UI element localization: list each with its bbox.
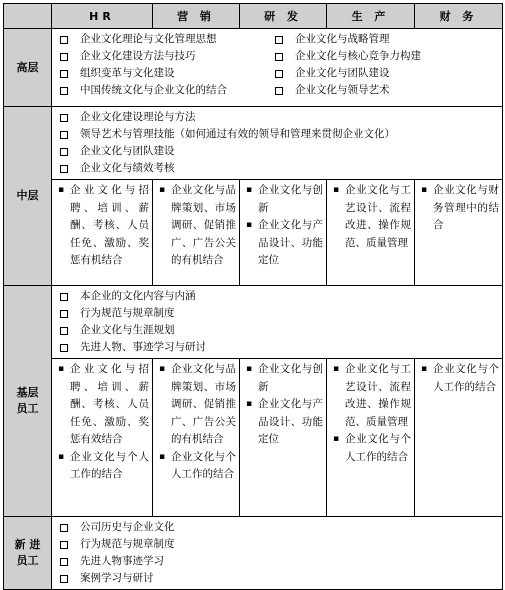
- list-item: ▪ 企业文化与品牌策划、市场调研、促销推广、广告公关的有机结合: [157, 182, 236, 270]
- staff-finance-cell: [415, 359, 503, 517]
- staff-hr-cell: [52, 359, 153, 517]
- middle-rd-cell: [240, 180, 327, 286]
- list-item: ▪ 企业文化与品牌策划、市场调研、促销推广、广告公关的有机结合: [157, 361, 236, 449]
- middle-marketing-cell: [153, 180, 240, 286]
- middle-hr-cell: [52, 180, 153, 286]
- list-item: 本企业的文化内容与内涵: [58, 288, 498, 305]
- list-item: 领导艺术与管理技能（如何通过有效的领导和管理来贯彻企业文化）: [58, 126, 498, 143]
- list-item: ▪ 企业文化与创新: [244, 361, 323, 396]
- staff-label: [4, 286, 52, 517]
- list-item: ▪ 企业文化与个人工作的结合: [56, 449, 149, 484]
- list-item: 行为规范与规章制度: [58, 536, 498, 553]
- header-hr: HR: [52, 4, 153, 29]
- list-item: ▪ 企业文化与财务管理中的结合: [419, 182, 499, 235]
- list-item: 先进人物、事迹学习与研讨: [58, 339, 498, 356]
- header-blank: [4, 4, 52, 29]
- list-item: ▪ 企业文化与创新: [244, 182, 323, 217]
- senior-label: 高层: [4, 29, 52, 107]
- middle-common-content: [52, 107, 503, 180]
- newcomer-label: [4, 517, 52, 590]
- senior-row: [4, 29, 503, 107]
- list-item: 组织变革与文化建设: [58, 65, 263, 82]
- list-item: ▪ 企业文化与工艺设计、流程改进、操作规范、质量管理: [331, 361, 411, 431]
- list-item: ▪ 企业文化与招聘、培训、薪酬、考核、人员任免、激励、奖惩有机结合: [56, 182, 149, 270]
- newcomer-row: [4, 517, 503, 590]
- middle-common-row: [4, 107, 503, 180]
- list-item: 企业文化与领导艺术: [273, 82, 421, 99]
- staff-label-line2: 员工: [16, 402, 39, 415]
- list-item: ▪ 企业文化与招聘、培训、薪酬、考核、人员任免、激励、奖惩有效结合: [56, 361, 149, 449]
- staff-label-line1: 基层: [16, 386, 39, 399]
- middle-production-cell: [327, 180, 415, 286]
- list-item: 企业文化与生涯规划: [58, 322, 498, 339]
- header-production: 生 产: [327, 4, 415, 29]
- middle-finance-cell: [415, 180, 503, 286]
- list-item: 先进人物事迹学习: [58, 553, 498, 570]
- list-item: 企业文化与战略管理: [273, 31, 421, 48]
- list-item: ▪ 企业文化与产品设计、功能定位: [244, 396, 323, 449]
- header-finance: 财 务: [415, 4, 503, 29]
- staff-common-content: [52, 286, 503, 359]
- list-item: ▪ 企业文化与个人工作的结合: [419, 361, 499, 396]
- header-marketing: 营 销: [153, 4, 240, 29]
- list-item: 企业文化理论与文化管理思想: [58, 31, 263, 48]
- list-item: 企业文化与绩效考核: [58, 160, 498, 177]
- list-item: 企业文化建设理论与方法: [58, 109, 498, 126]
- staff-rd-cell: [240, 359, 327, 517]
- senior-right-list: [267, 29, 425, 101]
- list-item: 企业文化与团队建设: [273, 65, 421, 82]
- header-row: [4, 4, 503, 29]
- senior-content: [52, 29, 503, 107]
- middle-label: 中层: [4, 107, 52, 286]
- newcomer-list: [52, 517, 502, 589]
- list-item: 企业文化建设方法与技巧: [58, 48, 263, 65]
- list-item: 案例学习与研讨: [58, 570, 498, 587]
- staff-common-row: [4, 286, 503, 359]
- staff-common-list: [52, 286, 502, 358]
- list-item: 中国传统文化与企业文化的结合: [58, 82, 263, 99]
- newcomer-label-line2: 员工: [16, 554, 39, 567]
- senior-left-list: [52, 29, 267, 101]
- list-item: ▪ 企业文化与产品设计、功能定位: [244, 217, 323, 270]
- staff-marketing-cell: [153, 359, 240, 517]
- list-item: ▪ 企业文化与工艺设计、流程改进、操作规范、质量管理: [331, 182, 411, 252]
- list-item: ▪ 企业文化与个人工作的结合: [157, 449, 236, 484]
- staff-dept-row: [4, 359, 503, 517]
- newcomer-content: [52, 517, 503, 590]
- list-item: 企业文化与核心竞争力构建: [273, 48, 421, 65]
- list-item: 企业文化与团队建设: [58, 143, 498, 160]
- newcomer-label-line1: 新 进: [14, 538, 41, 551]
- list-item: 行为规范与规章制度: [58, 305, 498, 322]
- list-item: ▪ 企业文化与个人工作的结合: [331, 431, 411, 466]
- list-item: 公司历史与企业文化: [58, 519, 498, 536]
- staff-production-cell: [327, 359, 415, 517]
- middle-common-list: [52, 107, 502, 179]
- middle-dept-row: [4, 180, 503, 286]
- header-rd: 研 发: [240, 4, 327, 29]
- training-matrix-table: [3, 3, 503, 590]
